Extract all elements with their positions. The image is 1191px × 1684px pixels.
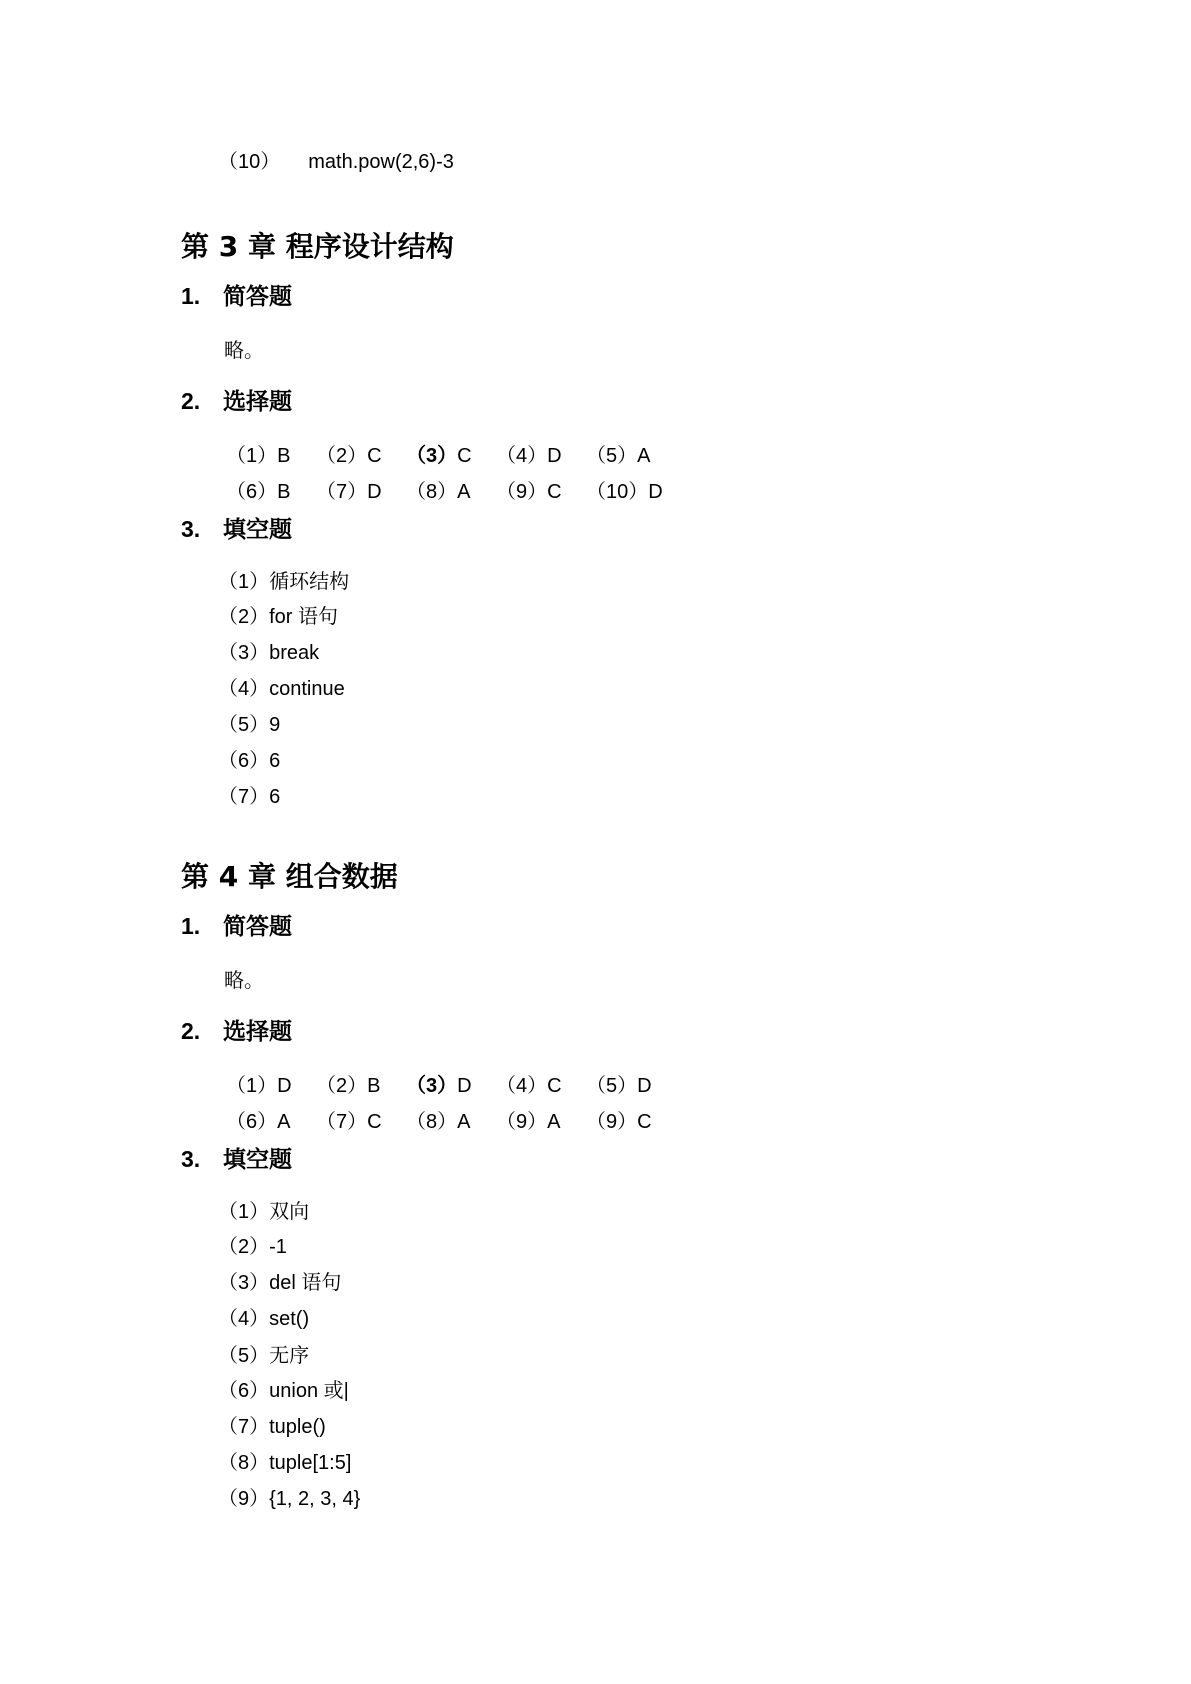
ch3-section-short-title: [181, 282, 292, 311]
ch4-section-fill-title: [181, 1145, 292, 1174]
ch4-choice-answer: （9）A: [496, 1111, 561, 1133]
ch4-choice-answer: （6）A: [226, 1111, 291, 1133]
ch4-fill-answer: （4）set(): [218, 1308, 310, 1330]
ch3-section-short-label: 简答题: [223, 284, 292, 310]
ch3-choice-answer: （8）A: [406, 481, 471, 503]
ch4-fill-answer: （8）tuple[1:5]: [218, 1452, 352, 1474]
top-item: [218, 148, 454, 175]
ch4-section-short-title: [181, 912, 292, 941]
ch3-choice-answer: （5）A: [586, 445, 651, 467]
ch4-section-short-number: 1.: [181, 913, 201, 939]
ch3-short-answer: 略。: [224, 338, 264, 362]
ch4-choice-answer: （3）D: [406, 1075, 472, 1097]
ch4-choice-answer: （4）C: [496, 1075, 562, 1097]
ch3-section-fill-title: [181, 515, 292, 544]
ch3-section-fill-number: 3.: [181, 516, 201, 542]
ch3-choice-answer: （4）D: [496, 445, 562, 467]
ch4-choice-answer: （9）C: [586, 1111, 652, 1133]
ch3-fill-answer: （5）9: [218, 714, 281, 736]
ch3-section-choice-number: 2.: [181, 388, 201, 414]
ch3-fill-answer: （4）continue: [218, 678, 345, 700]
ch4-choice-answer: （2）B: [316, 1075, 381, 1097]
ch3-fill-answer: （6）6: [218, 750, 281, 772]
ch3-choice-answer: （7）D: [316, 481, 382, 503]
ch3-section-short-number: 1.: [181, 283, 201, 309]
ch4-section-fill-label: 填空题: [223, 1147, 292, 1173]
ch4-choice-answer: （8）A: [406, 1111, 471, 1133]
ch3-choice-answer: （9）C: [496, 481, 562, 503]
chapter-4-title: 第 4 章 组合数据: [181, 860, 398, 893]
ch4-short-answer: 略。: [224, 968, 264, 992]
ch4-fill-answer: （1）双向: [218, 1199, 310, 1223]
ch4-fill-answer: （7）tuple(): [218, 1416, 326, 1438]
ch4-section-fill-number: 3.: [181, 1146, 201, 1172]
ch3-choice-answer: （2）C: [316, 445, 382, 467]
ch4-fill-answer: （9）{1, 2, 3, 4}: [218, 1488, 361, 1510]
ch4-section-short-label: 简答题: [223, 914, 292, 940]
ch4-section-choice-number: 2.: [181, 1018, 201, 1044]
ch3-fill-answer: （1）循环结构: [218, 569, 350, 593]
ch4-section-choice-label: 选择题: [223, 1019, 292, 1045]
ch3-choice-answer: （6）B: [226, 481, 291, 503]
ch3-choice-answer: （1）B: [226, 445, 291, 467]
top-item-number: （10）: [218, 151, 281, 173]
ch3-choice-answer: （10）D: [586, 481, 663, 503]
ch4-fill-answer: （3）del 语句: [218, 1272, 342, 1294]
ch3-choice-answer: （3）C: [406, 445, 472, 467]
ch4-choice-answer: （1）D: [226, 1075, 292, 1097]
ch3-section-choice-label: 选择题: [223, 389, 292, 415]
chapter-3-title: 第 3 章 程序设计结构: [181, 230, 454, 263]
ch3-section-fill-label: 填空题: [223, 517, 292, 543]
ch3-fill-answer: （7）6: [218, 786, 281, 808]
ch3-section-choice-title: [181, 387, 292, 416]
ch4-fill-answer: （6）union 或|: [218, 1380, 349, 1402]
ch4-fill-answer: （2）-1: [218, 1236, 287, 1258]
ch4-choice-answer: （7）C: [316, 1111, 382, 1133]
ch4-choice-answer: （5）D: [586, 1075, 652, 1097]
ch4-section-choice-title: [181, 1017, 292, 1046]
top-item-text: math.pow(2,6)-3: [308, 151, 454, 173]
ch3-fill-answer: （3）break: [218, 642, 320, 664]
ch3-fill-answer: （2）for 语句: [218, 606, 339, 628]
ch4-fill-answer: （5）无序: [218, 1343, 310, 1367]
